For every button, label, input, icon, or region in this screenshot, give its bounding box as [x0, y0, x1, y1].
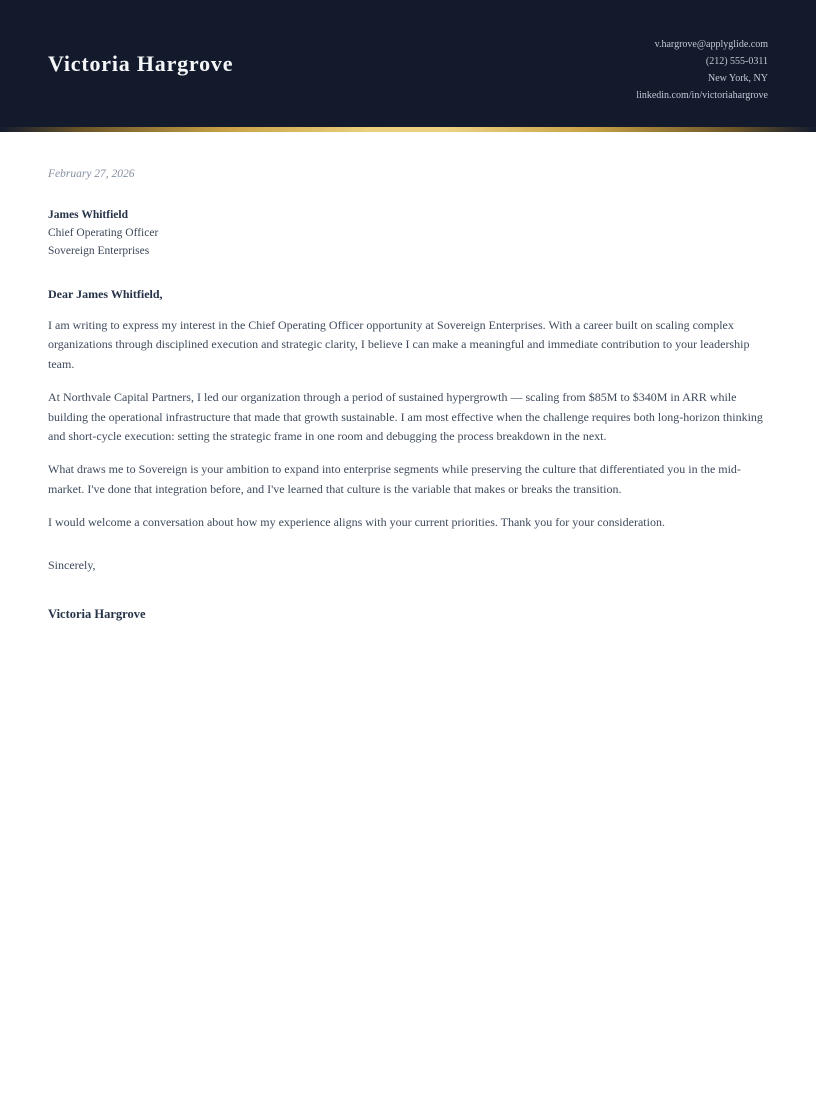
closing-line: Sincerely,	[48, 557, 96, 572]
signature-name: Victoria Hargrove	[48, 606, 146, 621]
letter-body	[0, 132, 816, 622]
paragraph-experience: At Northvale Capital Partners, I led our organization through a period of sustained hypergrowth — scaling from $85M to $340M in ARR while building the operational infrastructure that made that growth sustainable. I am most effective when the challenge requires both long-horizon thinking and short-cycle execution: setting the strategic frame in one room and debugging the process breakdown in the next.	[48, 390, 763, 444]
paragraph-intro: I am writing to express my interest in the Chief Operating Officer opportunity at Sovereign Enterprises. With a career built on scaling complex organizations through disciplined execution and strategic clarity, I believe I can make a meaningful and immediate contribution to your leadership team.	[48, 318, 750, 371]
contact-phone: (212) 555-0311	[705, 55, 768, 67]
recipient-title: Chief Operating Officer	[48, 227, 159, 239]
contact-linkedin: linkedin.com/in/victoriahargrove	[636, 89, 768, 101]
contact-block	[636, 24, 768, 104]
paragraph-call-to-action: I would welcome a conversation about how my experience aligns with your current priorities. Thank you for your consideration.	[48, 515, 665, 530]
contact-email: v.hargrove@applyglide.com	[654, 38, 768, 50]
letter-header	[0, 0, 816, 127]
applicant-name: Victoria Hargrove	[48, 50, 234, 76]
recipient-company: Sovereign Enterprises	[48, 245, 150, 257]
paragraph-motivation: What draws me to Sovereign is your ambition to expand into enterprise segments while preserving the culture that differentiated you in the mid-market. I've done that integration before, and I've learned that culture is the variable that makes or breaks the transition.	[48, 462, 741, 496]
letter-date: February 27, 2026	[48, 168, 135, 180]
recipient-name: James Whitfield	[48, 209, 128, 221]
salutation: Dear James Whitfield,	[48, 287, 163, 301]
recipient-block	[48, 206, 768, 260]
contact-location: New York, NY	[707, 72, 768, 84]
